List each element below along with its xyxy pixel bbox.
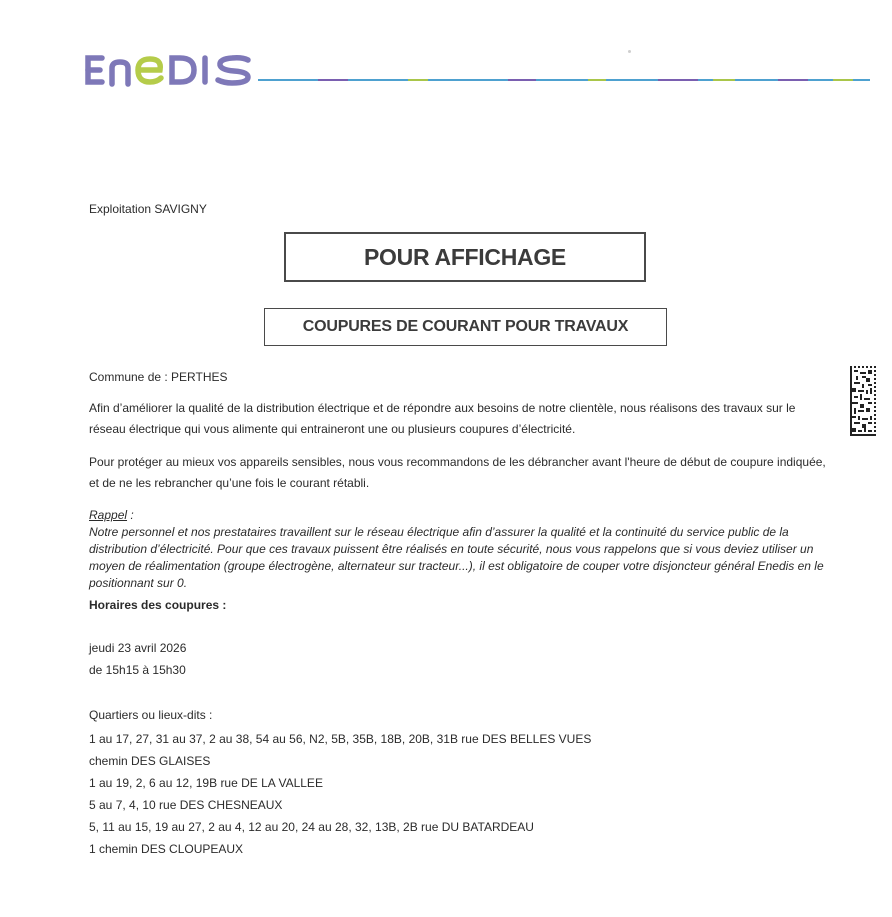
page-subtitle: COUPURES DE COURANT POUR TRAVAUX <box>302 318 629 335</box>
advice-paragraph: Pour protéger au mieux vos appareils sensibles, nous vous recommandons de les débrancher avant l'heure de début de coupure indiquée, et de ne les rebrancher qu’une fois le courant rétabli. <box>89 455 826 490</box>
datamatrix-code-icon <box>850 366 876 436</box>
list-item: 1 au 19, 2, 6 au 12, 19B rue DE LA VALLEE <box>89 776 323 790</box>
locations-list <box>89 728 591 860</box>
list-item: 5, 11 au 15, 19 au 27, 2 au 4, 12 au 20, 24 au 28, 32, 13B, 2B rue DU BATARDEAU <box>89 820 534 834</box>
list-item: 5 au 7, 4, 10 rue DES CHESNEAUX <box>89 798 283 812</box>
enedis-logo <box>82 50 254 90</box>
list-item: 1 au 17, 27, 31 au 37, 2 au 38, 54 au 56, N2, 5B, 35B, 18B, 20B, 31B rue DES BELLES VUES <box>89 732 592 746</box>
header-rule <box>258 78 870 82</box>
title-box <box>284 232 646 282</box>
exploitation-label: Exploitation SAVIGNY <box>89 202 207 216</box>
outage-hours: de 15h15 à 15h30 <box>89 663 186 677</box>
scan-speck <box>628 50 631 53</box>
outage-date: jeudi 23 avril 2026 <box>89 641 187 655</box>
intro-paragraph: Afin d’améliorer la qualité de la distribution électrique et de répondre aux besoins de notre clientèle, nous réalisons des travaux sur le réseau électrique qui vous alimente qui entraineront une ou plusieurs coupures d’électricité. <box>89 401 796 436</box>
rappel-section: Rappel : Notre personnel et nos prestataires travaillent sur le réseau électrique afin d’assurer la qualité et la continuité du service public de la distribution d’électricité. Pour que ces travaux puissent être réalisés en toute sécurité, nous vous rappelons que si vous deviez utiliser un moyen de réalimentation (groupe électrogène, alternateur sur tracteur...), il est obligatoire de couper votre disjoncteur général Enedis en le positionnant sur 0. <box>89 507 829 592</box>
rappel-text: Notre personnel et nos prestataires travaillent sur le réseau électrique afin d’assurer la qualité et la continuité du service public de la distribution d’électricité. Pour que ces travaux puissent être réalisés en toute sécurité, nous vous rappelons que si vous deviez utiliser un moyen de réalimentation (groupe électrogène, alternateur sur tracteur...), il est obligatoire de couper votre disjoncteur général Enedis en le positionnant sur 0. <box>89 525 824 590</box>
subtitle-box <box>264 308 667 346</box>
rappel-title: Rappel <box>89 508 128 522</box>
page-title: POUR AFFICHAGE <box>364 243 566 270</box>
quartiers-title: Quartiers ou lieux-dits : <box>89 708 213 722</box>
list-item: chemin DES GLAISES <box>89 754 211 768</box>
horaires-title: Horaires des coupures : <box>89 598 227 612</box>
list-item: 1 chemin DES CLOUPEAUX <box>89 842 244 856</box>
commune-label: Commune de : PERTHES <box>89 370 228 384</box>
